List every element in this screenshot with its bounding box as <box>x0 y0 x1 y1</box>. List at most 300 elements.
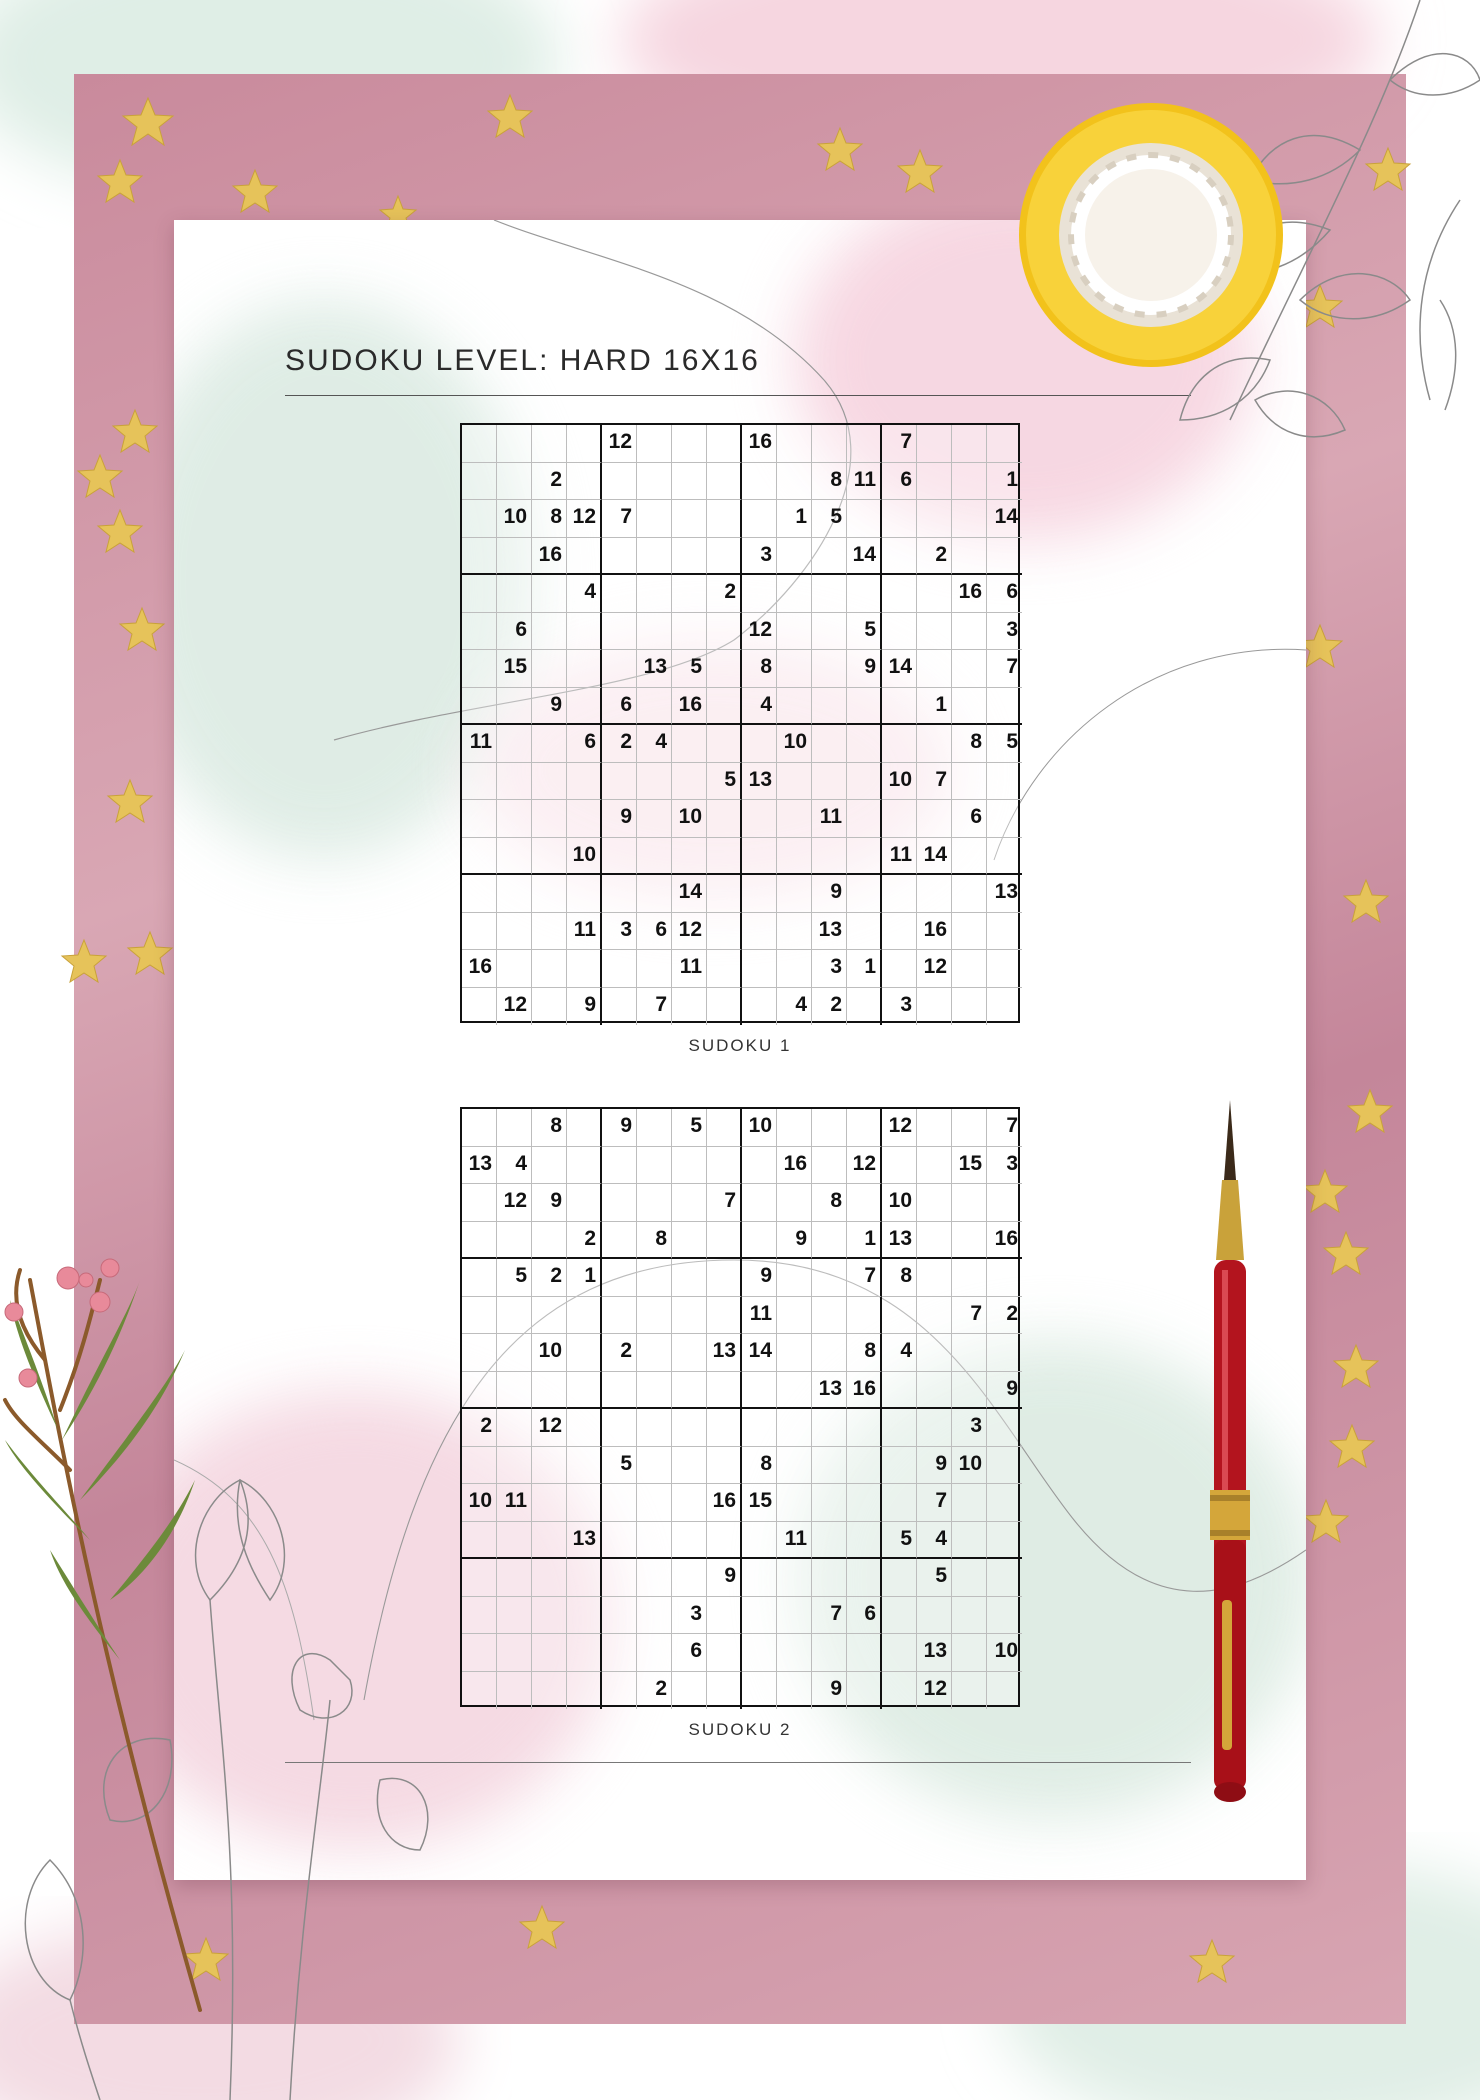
empty-cell[interactable] <box>532 575 567 613</box>
empty-cell[interactable] <box>882 1634 917 1672</box>
empty-cell[interactable] <box>497 1297 532 1335</box>
empty-cell[interactable] <box>532 1484 567 1522</box>
empty-cell[interactable] <box>672 1484 707 1522</box>
empty-cell[interactable] <box>917 1334 952 1372</box>
empty-cell[interactable] <box>567 875 602 913</box>
empty-cell[interactable] <box>497 763 532 801</box>
empty-cell[interactable] <box>952 1522 987 1560</box>
empty-cell[interactable] <box>602 763 637 801</box>
empty-cell[interactable] <box>497 1334 532 1372</box>
empty-cell[interactable] <box>742 1522 777 1560</box>
empty-cell[interactable] <box>777 688 812 726</box>
empty-cell[interactable] <box>812 613 847 651</box>
empty-cell[interactable] <box>742 988 777 1026</box>
empty-cell[interactable] <box>672 763 707 801</box>
empty-cell[interactable] <box>637 1597 672 1635</box>
empty-cell[interactable] <box>637 1372 672 1410</box>
empty-cell[interactable] <box>742 1184 777 1222</box>
empty-cell[interactable] <box>777 613 812 651</box>
empty-cell[interactable] <box>532 1634 567 1672</box>
empty-cell[interactable] <box>882 950 917 988</box>
empty-cell[interactable] <box>707 1522 742 1560</box>
empty-cell[interactable] <box>952 1109 987 1147</box>
empty-cell[interactable] <box>462 1634 497 1672</box>
empty-cell[interactable] <box>567 1409 602 1447</box>
empty-cell[interactable] <box>672 463 707 501</box>
empty-cell[interactable] <box>847 1522 882 1560</box>
empty-cell[interactable] <box>742 1672 777 1710</box>
empty-cell[interactable] <box>707 988 742 1026</box>
empty-cell[interactable] <box>742 950 777 988</box>
empty-cell[interactable] <box>462 1597 497 1635</box>
empty-cell[interactable] <box>637 1484 672 1522</box>
empty-cell[interactable] <box>637 1409 672 1447</box>
empty-cell[interactable] <box>952 1372 987 1410</box>
empty-cell[interactable] <box>777 913 812 951</box>
empty-cell[interactable] <box>917 463 952 501</box>
empty-cell[interactable] <box>672 725 707 763</box>
empty-cell[interactable] <box>462 500 497 538</box>
empty-cell[interactable] <box>567 1597 602 1635</box>
empty-cell[interactable] <box>567 1484 602 1522</box>
empty-cell[interactable] <box>462 613 497 651</box>
empty-cell[interactable] <box>637 500 672 538</box>
empty-cell[interactable] <box>847 1634 882 1672</box>
empty-cell[interactable] <box>602 463 637 501</box>
empty-cell[interactable] <box>917 575 952 613</box>
empty-cell[interactable] <box>602 1597 637 1635</box>
empty-cell[interactable] <box>462 1672 497 1710</box>
empty-cell[interactable] <box>987 950 1022 988</box>
empty-cell[interactable] <box>532 613 567 651</box>
empty-cell[interactable] <box>462 1184 497 1222</box>
empty-cell[interactable] <box>707 538 742 576</box>
empty-cell[interactable] <box>672 1372 707 1410</box>
empty-cell[interactable] <box>567 1109 602 1147</box>
empty-cell[interactable] <box>637 950 672 988</box>
empty-cell[interactable] <box>532 1597 567 1635</box>
empty-cell[interactable] <box>707 613 742 651</box>
empty-cell[interactable] <box>497 1222 532 1260</box>
empty-cell[interactable] <box>777 1259 812 1297</box>
empty-cell[interactable] <box>462 1447 497 1485</box>
empty-cell[interactable] <box>567 1447 602 1485</box>
empty-cell[interactable] <box>882 725 917 763</box>
empty-cell[interactable] <box>602 1222 637 1260</box>
empty-cell[interactable] <box>707 725 742 763</box>
empty-cell[interactable] <box>812 1522 847 1560</box>
empty-cell[interactable] <box>707 1222 742 1260</box>
empty-cell[interactable] <box>462 650 497 688</box>
empty-cell[interactable] <box>847 1409 882 1447</box>
empty-cell[interactable] <box>847 1672 882 1710</box>
empty-cell[interactable] <box>672 1222 707 1260</box>
empty-cell[interactable] <box>532 1447 567 1485</box>
empty-cell[interactable] <box>952 1484 987 1522</box>
empty-cell[interactable] <box>987 538 1022 576</box>
empty-cell[interactable] <box>987 1522 1022 1560</box>
empty-cell[interactable] <box>637 800 672 838</box>
empty-cell[interactable] <box>462 1334 497 1372</box>
empty-cell[interactable] <box>952 500 987 538</box>
empty-cell[interactable] <box>637 838 672 876</box>
empty-cell[interactable] <box>672 425 707 463</box>
empty-cell[interactable] <box>882 688 917 726</box>
empty-cell[interactable] <box>462 1522 497 1560</box>
empty-cell[interactable] <box>707 1597 742 1635</box>
empty-cell[interactable] <box>952 950 987 988</box>
empty-cell[interactable] <box>917 725 952 763</box>
empty-cell[interactable] <box>742 838 777 876</box>
empty-cell[interactable] <box>812 1334 847 1372</box>
empty-cell[interactable] <box>532 1297 567 1335</box>
empty-cell[interactable] <box>462 538 497 576</box>
empty-cell[interactable] <box>917 1222 952 1260</box>
empty-cell[interactable] <box>917 1147 952 1185</box>
empty-cell[interactable] <box>497 1522 532 1560</box>
empty-cell[interactable] <box>777 1297 812 1335</box>
empty-cell[interactable] <box>742 1597 777 1635</box>
empty-cell[interactable] <box>707 1447 742 1485</box>
empty-cell[interactable] <box>637 1109 672 1147</box>
empty-cell[interactable] <box>812 1409 847 1447</box>
empty-cell[interactable] <box>672 1334 707 1372</box>
empty-cell[interactable] <box>777 800 812 838</box>
empty-cell[interactable] <box>707 425 742 463</box>
empty-cell[interactable] <box>742 1372 777 1410</box>
empty-cell[interactable] <box>777 1484 812 1522</box>
empty-cell[interactable] <box>672 500 707 538</box>
empty-cell[interactable] <box>952 463 987 501</box>
empty-cell[interactable] <box>637 1259 672 1297</box>
empty-cell[interactable] <box>987 425 1022 463</box>
empty-cell[interactable] <box>497 538 532 576</box>
empty-cell[interactable] <box>497 1597 532 1635</box>
empty-cell[interactable] <box>462 763 497 801</box>
empty-cell[interactable] <box>917 1259 952 1297</box>
empty-cell[interactable] <box>497 688 532 726</box>
empty-cell[interactable] <box>952 913 987 951</box>
empty-cell[interactable] <box>847 425 882 463</box>
empty-cell[interactable] <box>777 1672 812 1710</box>
empty-cell[interactable] <box>952 988 987 1026</box>
empty-cell[interactable] <box>672 538 707 576</box>
empty-cell[interactable] <box>882 875 917 913</box>
empty-cell[interactable] <box>952 1184 987 1222</box>
empty-cell[interactable] <box>742 1634 777 1672</box>
empty-cell[interactable] <box>707 1297 742 1335</box>
empty-cell[interactable] <box>847 763 882 801</box>
empty-cell[interactable] <box>462 463 497 501</box>
empty-cell[interactable] <box>532 1372 567 1410</box>
empty-cell[interactable] <box>707 1372 742 1410</box>
empty-cell[interactable] <box>707 1409 742 1447</box>
empty-cell[interactable] <box>777 763 812 801</box>
empty-cell[interactable] <box>637 1447 672 1485</box>
empty-cell[interactable] <box>742 500 777 538</box>
empty-cell[interactable] <box>952 1259 987 1297</box>
empty-cell[interactable] <box>707 838 742 876</box>
empty-cell[interactable] <box>602 1259 637 1297</box>
empty-cell[interactable] <box>602 1672 637 1710</box>
empty-cell[interactable] <box>952 1597 987 1635</box>
empty-cell[interactable] <box>637 613 672 651</box>
empty-cell[interactable] <box>532 950 567 988</box>
empty-cell[interactable] <box>602 1522 637 1560</box>
empty-cell[interactable] <box>952 1334 987 1372</box>
empty-cell[interactable] <box>532 1672 567 1710</box>
empty-cell[interactable] <box>672 613 707 651</box>
empty-cell[interactable] <box>812 1634 847 1672</box>
empty-cell[interactable] <box>952 538 987 576</box>
empty-cell[interactable] <box>672 1672 707 1710</box>
empty-cell[interactable] <box>987 1334 1022 1372</box>
empty-cell[interactable] <box>602 950 637 988</box>
empty-cell[interactable] <box>847 875 882 913</box>
empty-cell[interactable] <box>567 1184 602 1222</box>
empty-cell[interactable] <box>952 688 987 726</box>
empty-cell[interactable] <box>602 838 637 876</box>
empty-cell[interactable] <box>497 1672 532 1710</box>
empty-cell[interactable] <box>602 613 637 651</box>
empty-cell[interactable] <box>497 1634 532 1672</box>
empty-cell[interactable] <box>777 538 812 576</box>
empty-cell[interactable] <box>742 875 777 913</box>
empty-cell[interactable] <box>812 1297 847 1335</box>
empty-cell[interactable] <box>462 1222 497 1260</box>
empty-cell[interactable] <box>672 838 707 876</box>
empty-cell[interactable] <box>567 1672 602 1710</box>
empty-cell[interactable] <box>847 988 882 1026</box>
empty-cell[interactable] <box>882 575 917 613</box>
empty-cell[interactable] <box>462 875 497 913</box>
empty-cell[interactable] <box>812 1259 847 1297</box>
empty-cell[interactable] <box>707 650 742 688</box>
empty-cell[interactable] <box>987 1447 1022 1485</box>
empty-cell[interactable] <box>952 763 987 801</box>
empty-cell[interactable] <box>812 650 847 688</box>
empty-cell[interactable] <box>812 763 847 801</box>
empty-cell[interactable] <box>532 1559 567 1597</box>
empty-cell[interactable] <box>882 1147 917 1185</box>
empty-cell[interactable] <box>847 500 882 538</box>
empty-cell[interactable] <box>532 650 567 688</box>
empty-cell[interactable] <box>847 1447 882 1485</box>
empty-cell[interactable] <box>567 463 602 501</box>
empty-cell[interactable] <box>742 913 777 951</box>
empty-cell[interactable] <box>847 575 882 613</box>
empty-cell[interactable] <box>672 1559 707 1597</box>
empty-cell[interactable] <box>882 1372 917 1410</box>
empty-cell[interactable] <box>462 800 497 838</box>
empty-cell[interactable] <box>672 1522 707 1560</box>
empty-cell[interactable] <box>952 838 987 876</box>
empty-cell[interactable] <box>497 800 532 838</box>
empty-cell[interactable] <box>532 763 567 801</box>
empty-cell[interactable] <box>812 1222 847 1260</box>
empty-cell[interactable] <box>742 463 777 501</box>
empty-cell[interactable] <box>462 913 497 951</box>
empty-cell[interactable] <box>812 725 847 763</box>
empty-cell[interactable] <box>777 1634 812 1672</box>
empty-cell[interactable] <box>707 875 742 913</box>
empty-cell[interactable] <box>917 1297 952 1335</box>
empty-cell[interactable] <box>637 1184 672 1222</box>
empty-cell[interactable] <box>567 800 602 838</box>
empty-cell[interactable] <box>812 688 847 726</box>
empty-cell[interactable] <box>882 1297 917 1335</box>
empty-cell[interactable] <box>777 650 812 688</box>
empty-cell[interactable] <box>637 1297 672 1335</box>
empty-cell[interactable] <box>602 650 637 688</box>
empty-cell[interactable] <box>637 1147 672 1185</box>
empty-cell[interactable] <box>602 1147 637 1185</box>
empty-cell[interactable] <box>812 538 847 576</box>
empty-cell[interactable] <box>602 1484 637 1522</box>
empty-cell[interactable] <box>637 763 672 801</box>
empty-cell[interactable] <box>567 763 602 801</box>
empty-cell[interactable] <box>497 838 532 876</box>
empty-cell[interactable] <box>952 875 987 913</box>
empty-cell[interactable] <box>497 875 532 913</box>
empty-cell[interactable] <box>847 1297 882 1335</box>
empty-cell[interactable] <box>882 1484 917 1522</box>
empty-cell[interactable] <box>812 1447 847 1485</box>
empty-cell[interactable] <box>707 463 742 501</box>
empty-cell[interactable] <box>602 1297 637 1335</box>
empty-cell[interactable] <box>497 425 532 463</box>
empty-cell[interactable] <box>952 1672 987 1710</box>
empty-cell[interactable] <box>742 1559 777 1597</box>
empty-cell[interactable] <box>532 1222 567 1260</box>
empty-cell[interactable] <box>917 425 952 463</box>
empty-cell[interactable] <box>707 688 742 726</box>
empty-cell[interactable] <box>672 988 707 1026</box>
empty-cell[interactable] <box>532 913 567 951</box>
empty-cell[interactable] <box>497 1109 532 1147</box>
sudoku-2-grid[interactable] <box>460 1107 1020 1707</box>
empty-cell[interactable] <box>497 1447 532 1485</box>
empty-cell[interactable] <box>987 763 1022 801</box>
empty-cell[interactable] <box>637 1334 672 1372</box>
empty-cell[interactable] <box>462 1259 497 1297</box>
empty-cell[interactable] <box>602 875 637 913</box>
empty-cell[interactable] <box>777 463 812 501</box>
empty-cell[interactable] <box>742 1222 777 1260</box>
empty-cell[interactable] <box>672 1297 707 1335</box>
empty-cell[interactable] <box>707 1147 742 1185</box>
empty-cell[interactable] <box>847 1559 882 1597</box>
empty-cell[interactable] <box>777 875 812 913</box>
empty-cell[interactable] <box>952 650 987 688</box>
empty-cell[interactable] <box>987 688 1022 726</box>
empty-cell[interactable] <box>812 1559 847 1597</box>
empty-cell[interactable] <box>777 1334 812 1372</box>
empty-cell[interactable] <box>882 1447 917 1485</box>
empty-cell[interactable] <box>742 800 777 838</box>
empty-cell[interactable] <box>917 800 952 838</box>
empty-cell[interactable] <box>462 838 497 876</box>
empty-cell[interactable] <box>462 988 497 1026</box>
empty-cell[interactable] <box>497 1372 532 1410</box>
empty-cell[interactable] <box>497 725 532 763</box>
empty-cell[interactable] <box>917 650 952 688</box>
empty-cell[interactable] <box>602 538 637 576</box>
empty-cell[interactable] <box>707 800 742 838</box>
empty-cell[interactable] <box>707 950 742 988</box>
empty-cell[interactable] <box>847 1184 882 1222</box>
empty-cell[interactable] <box>637 1634 672 1672</box>
empty-cell[interactable] <box>497 913 532 951</box>
empty-cell[interactable] <box>742 725 777 763</box>
empty-cell[interactable] <box>987 913 1022 951</box>
empty-cell[interactable] <box>987 1259 1022 1297</box>
empty-cell[interactable] <box>917 988 952 1026</box>
empty-cell[interactable] <box>742 1147 777 1185</box>
empty-cell[interactable] <box>987 800 1022 838</box>
empty-cell[interactable] <box>952 1559 987 1597</box>
empty-cell[interactable] <box>637 688 672 726</box>
empty-cell[interactable] <box>497 1559 532 1597</box>
empty-cell[interactable] <box>847 1109 882 1147</box>
empty-cell[interactable] <box>777 1447 812 1485</box>
empty-cell[interactable] <box>952 1634 987 1672</box>
empty-cell[interactable] <box>882 500 917 538</box>
empty-cell[interactable] <box>602 1184 637 1222</box>
empty-cell[interactable] <box>532 725 567 763</box>
empty-cell[interactable] <box>777 1372 812 1410</box>
empty-cell[interactable] <box>882 1672 917 1710</box>
empty-cell[interactable] <box>777 1409 812 1447</box>
empty-cell[interactable] <box>637 463 672 501</box>
empty-cell[interactable] <box>812 1109 847 1147</box>
empty-cell[interactable] <box>462 688 497 726</box>
empty-cell[interactable] <box>917 875 952 913</box>
empty-cell[interactable] <box>567 688 602 726</box>
empty-cell[interactable] <box>812 1147 847 1185</box>
empty-cell[interactable] <box>707 1634 742 1672</box>
empty-cell[interactable] <box>462 1372 497 1410</box>
empty-cell[interactable] <box>532 800 567 838</box>
empty-cell[interactable] <box>462 1109 497 1147</box>
empty-cell[interactable] <box>812 838 847 876</box>
empty-cell[interactable] <box>777 950 812 988</box>
empty-cell[interactable] <box>882 538 917 576</box>
empty-cell[interactable] <box>567 1297 602 1335</box>
empty-cell[interactable] <box>812 575 847 613</box>
empty-cell[interactable] <box>882 1559 917 1597</box>
empty-cell[interactable] <box>497 575 532 613</box>
empty-cell[interactable] <box>882 1409 917 1447</box>
empty-cell[interactable] <box>567 650 602 688</box>
empty-cell[interactable] <box>777 575 812 613</box>
empty-cell[interactable] <box>637 538 672 576</box>
empty-cell[interactable] <box>882 800 917 838</box>
empty-cell[interactable] <box>952 1222 987 1260</box>
empty-cell[interactable] <box>707 500 742 538</box>
empty-cell[interactable] <box>777 1184 812 1222</box>
empty-cell[interactable] <box>672 1447 707 1485</box>
empty-cell[interactable] <box>637 575 672 613</box>
empty-cell[interactable] <box>882 1597 917 1635</box>
empty-cell[interactable] <box>952 425 987 463</box>
empty-cell[interactable] <box>672 575 707 613</box>
empty-cell[interactable] <box>532 425 567 463</box>
empty-cell[interactable] <box>672 1184 707 1222</box>
empty-cell[interactable] <box>847 913 882 951</box>
empty-cell[interactable] <box>497 463 532 501</box>
empty-cell[interactable] <box>917 1372 952 1410</box>
